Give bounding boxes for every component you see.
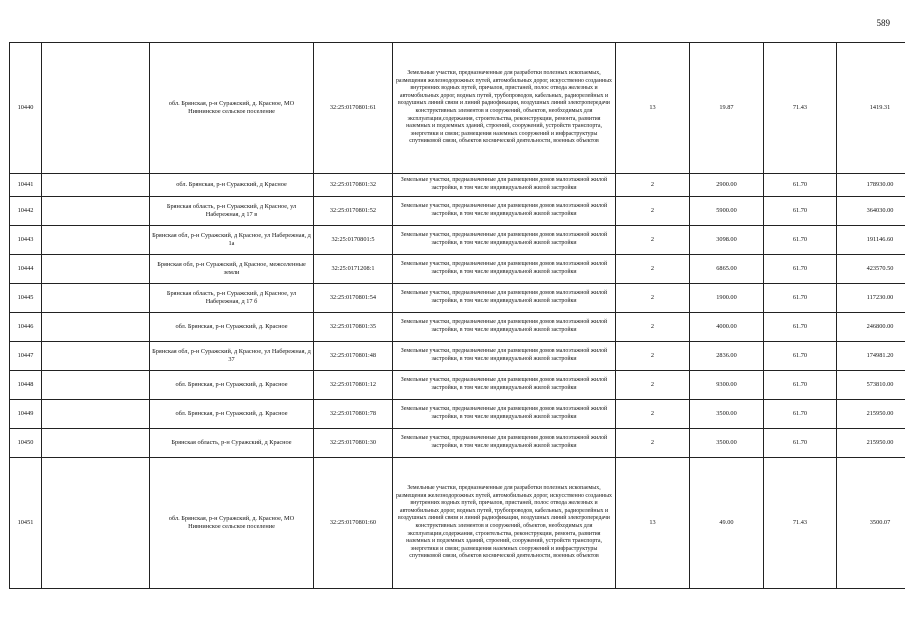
row-number: 10450 bbox=[10, 429, 42, 458]
use-code-cell: 2 bbox=[616, 429, 690, 458]
area-cell: 4000.00 bbox=[690, 313, 764, 342]
use-code-cell: 2 bbox=[616, 313, 690, 342]
rate-cell: 61.70 bbox=[764, 400, 837, 429]
empty-cell bbox=[42, 313, 150, 342]
rate-cell: 61.70 bbox=[764, 226, 837, 255]
cadastral-number-cell: 32:25:0170801:32 bbox=[314, 174, 393, 197]
address-cell: Брянская обл, р-н Суражский, д Красное, ул Набережная, д 1а bbox=[150, 226, 314, 255]
use-code-cell: 2 bbox=[616, 400, 690, 429]
land-use-cell: Земельные участки, предназначенные для размещения домов малоэтажной жилой застройки, в том числе индивидуальной жилой застройки bbox=[393, 313, 616, 342]
area-cell: 2900.00 bbox=[690, 174, 764, 197]
use-code-cell: 2 bbox=[616, 284, 690, 313]
address-cell: обл. Брянская, р-н Суражский, д. Красное, МО Нивнинское сельское поселение bbox=[150, 43, 314, 174]
area-cell: 1900.00 bbox=[690, 284, 764, 313]
use-code-cell: 2 bbox=[616, 255, 690, 284]
table-row bbox=[10, 197, 905, 226]
address-cell: обл. Брянская, р-н Суражский, д. Красное bbox=[150, 400, 314, 429]
page-number: 589 bbox=[876, 18, 890, 28]
empty-cell bbox=[42, 429, 150, 458]
address-cell: обл. Брянская, р-н Суражский, д. Красное bbox=[150, 313, 314, 342]
cadastral-value-cell: 117230.00 bbox=[837, 284, 905, 313]
address-cell: Брянская область, р-н Суражский, д Красное bbox=[150, 429, 314, 458]
cadastral-value-cell: 215950.00 bbox=[837, 400, 905, 429]
table-row bbox=[10, 458, 905, 589]
land-use-cell: Земельные участки, предназначенные для размещения домов малоэтажной жилой застройки, в том числе индивидуальной жилой застройки bbox=[393, 255, 616, 284]
area-cell: 49.00 bbox=[690, 458, 764, 589]
empty-cell bbox=[42, 342, 150, 371]
land-use-cell: Земельные участки, предназначенные для размещения домов малоэтажной жилой застройки, в том числе индивидуальной жилой застройки bbox=[393, 429, 616, 458]
cadastral-number-cell: 32:25:0170801:54 bbox=[314, 284, 393, 313]
area-cell: 9300.00 bbox=[690, 371, 764, 400]
area-cell: 3500.00 bbox=[690, 429, 764, 458]
table-row bbox=[10, 342, 905, 371]
cadastral-value-cell: 364030.00 bbox=[837, 197, 905, 226]
cadastral-number-cell: 32:25:0170801:61 bbox=[314, 43, 393, 174]
empty-cell bbox=[42, 400, 150, 429]
address-cell: Брянская обл, р-н Суражский, д Красное, межселенные земли bbox=[150, 255, 314, 284]
table-row bbox=[10, 226, 905, 255]
empty-cell bbox=[42, 284, 150, 313]
cadastral-number-cell: 32:25:0171208:1 bbox=[314, 255, 393, 284]
use-code-cell: 2 bbox=[616, 371, 690, 400]
land-use-cell: Земельные участки, предназначенные для размещения домов малоэтажной жилой застройки, в том числе индивидуальной жилой застройки bbox=[393, 400, 616, 429]
cadastral-number-cell: 32:25:0170801:48 bbox=[314, 342, 393, 371]
cadastral-number-cell: 32:25:0170801:78 bbox=[314, 400, 393, 429]
land-use-cell: Земельные участки, предназначенные для размещения домов малоэтажной жилой застройки, в том числе индивидуальной жилой застройки bbox=[393, 371, 616, 400]
use-code-cell: 2 bbox=[616, 226, 690, 255]
table-row bbox=[10, 174, 905, 197]
land-use-cell: Земельные участки, предназначенные для разработки полезных ископаемых, размещения железнодорожных путей, автомобильных дорог, искусственно созданных внутренних водных путей, причалов, пристаней, полос отвода железных и автомобильных дорог, водных путей, трубопроводов, кабельных, радиорелейных и воздушных линий связи и линий радиофикации, воздушных линий электропередачи конструктивных элементов и сооружений, объектов, необходимых для эксплуатации,содержания, строительства, реконструкции, ремонта, развития наземных и подземных зданий, строений, сооружений, устройств транспорта, энергетики и связи; размещения наземных сооружений и инфраструктуры спутниковой связи, объектов космической деятельности, военных объектов bbox=[393, 458, 616, 589]
row-number: 10445 bbox=[10, 284, 42, 313]
cadastral-value-cell: 3500.07 bbox=[837, 458, 905, 589]
rate-cell: 61.70 bbox=[764, 371, 837, 400]
address-cell: Брянская область, р-н Суражский, д Красное, ул Набережная, д 17 в bbox=[150, 197, 314, 226]
area-cell: 2836.00 bbox=[690, 342, 764, 371]
cadastral-number-cell: 32:25:0170801:5 bbox=[314, 226, 393, 255]
table-row bbox=[10, 255, 905, 284]
rate-cell: 61.70 bbox=[764, 342, 837, 371]
rate-cell: 61.70 bbox=[764, 255, 837, 284]
area-cell: 6865.00 bbox=[690, 255, 764, 284]
area-cell: 5900.00 bbox=[690, 197, 764, 226]
address-cell: обл. Брянская, р-н Суражский, д. Красное bbox=[150, 371, 314, 400]
address-cell: Брянская область, р-н Суражский, д Красное, ул Набережная, д 17 б bbox=[150, 284, 314, 313]
use-code-cell: 13 bbox=[616, 458, 690, 589]
rate-cell: 71.43 bbox=[764, 43, 837, 174]
address-cell: обл. Брянская, р-н Суражский, д Красное bbox=[150, 174, 314, 197]
cadastral-value-cell: 423570.50 bbox=[837, 255, 905, 284]
row-number: 10448 bbox=[10, 371, 42, 400]
table-row bbox=[10, 429, 905, 458]
use-code-cell: 13 bbox=[616, 43, 690, 174]
use-code-cell: 2 bbox=[616, 174, 690, 197]
use-code-cell: 2 bbox=[616, 197, 690, 226]
row-number: 10442 bbox=[10, 197, 42, 226]
row-number: 10441 bbox=[10, 174, 42, 197]
land-use-cell: Земельные участки, предназначенные для разработки полезных ископаемых, размещения железнодорожных путей, автомобильных дорог, искусственно созданных внутренних водных путей, причалов, пристаней, полос отвода железных и автомобильных дорог, водных путей, трубопроводов, кабельных, радиорелейных и воздушных линий связи и линий радиофикации, воздушных линий электропередачи конструктивных элементов и сооружений, объектов, необходимых для эксплуатации,содержания, строительства, реконструкции, ремонта, развития наземных и подземных зданий, строений, сооружений, устройств транспорта, энергетики и связи; размещения наземных сооружений и инфраструктуры спутниковой связи, объектов космической деятельности, военных объектов bbox=[393, 43, 616, 174]
empty-cell bbox=[42, 197, 150, 226]
rate-cell: 61.70 bbox=[764, 313, 837, 342]
empty-cell bbox=[42, 255, 150, 284]
cadastral-number-cell: 32:25:0170801:52 bbox=[314, 197, 393, 226]
area-cell: 3500.00 bbox=[690, 400, 764, 429]
table-row bbox=[10, 371, 905, 400]
cadastral-value-cell: 215950.00 bbox=[837, 429, 905, 458]
empty-cell bbox=[42, 371, 150, 400]
land-use-cell: Земельные участки, предназначенные для размещения домов малоэтажной жилой застройки, в том числе индивидуальной жилой застройки bbox=[393, 197, 616, 226]
address-cell: обл. Брянская, р-н Суражский, д. Красное, МО Нивнинское сельское поселение bbox=[150, 458, 314, 589]
area-cell: 3098.00 bbox=[690, 226, 764, 255]
row-number: 10451 bbox=[10, 458, 42, 589]
rate-cell: 71.43 bbox=[764, 458, 837, 589]
table-row bbox=[10, 284, 905, 313]
area-cell: 19.87 bbox=[690, 43, 764, 174]
row-number: 10443 bbox=[10, 226, 42, 255]
empty-cell bbox=[42, 458, 150, 589]
cadastral-number-cell: 32:25:0170801:60 bbox=[314, 458, 393, 589]
land-use-cell: Земельные участки, предназначенные для размещения домов малоэтажной жилой застройки, в том числе индивидуальной жилой застройки bbox=[393, 226, 616, 255]
row-number: 10444 bbox=[10, 255, 42, 284]
empty-cell bbox=[42, 174, 150, 197]
cadastral-value-cell: 1419.31 bbox=[837, 43, 905, 174]
cadastral-number-cell: 32:25:0170801:30 bbox=[314, 429, 393, 458]
rate-cell: 61.70 bbox=[764, 174, 837, 197]
land-use-cell: Земельные участки, предназначенные для размещения домов малоэтажной жилой застройки, в том числе индивидуальной жилой застройки bbox=[393, 284, 616, 313]
use-code-cell: 2 bbox=[616, 342, 690, 371]
land-records-table bbox=[9, 42, 905, 589]
empty-cell bbox=[42, 226, 150, 255]
land-use-cell: Земельные участки, предназначенные для размещения домов малоэтажной жилой застройки, в том числе индивидуальной жилой застройки bbox=[393, 174, 616, 197]
rate-cell: 61.70 bbox=[764, 197, 837, 226]
table-row bbox=[10, 313, 905, 342]
cadastral-value-cell: 246800.00 bbox=[837, 313, 905, 342]
cadastral-value-cell: 178930.00 bbox=[837, 174, 905, 197]
rate-cell: 61.70 bbox=[764, 429, 837, 458]
empty-cell bbox=[42, 43, 150, 174]
rate-cell: 61.70 bbox=[764, 284, 837, 313]
cadastral-value-cell: 573810.00 bbox=[837, 371, 905, 400]
cadastral-number-cell: 32:25:0170801:12 bbox=[314, 371, 393, 400]
row-number: 10446 bbox=[10, 313, 42, 342]
land-use-cell: Земельные участки, предназначенные для размещения домов малоэтажной жилой застройки, в том числе индивидуальной жилой застройки bbox=[393, 342, 616, 371]
cadastral-value-cell: 191146.60 bbox=[837, 226, 905, 255]
row-number: 10447 bbox=[10, 342, 42, 371]
address-cell: Брянская обл, р-н Суражский, д Красное, ул Набережная, д 37 bbox=[150, 342, 314, 371]
row-number: 10449 bbox=[10, 400, 42, 429]
cadastral-value-cell: 174981.20 bbox=[837, 342, 905, 371]
table-row bbox=[10, 43, 905, 174]
row-number: 10440 bbox=[10, 43, 42, 174]
table-row bbox=[10, 400, 905, 429]
cadastral-number-cell: 32:25:0170801:35 bbox=[314, 313, 393, 342]
